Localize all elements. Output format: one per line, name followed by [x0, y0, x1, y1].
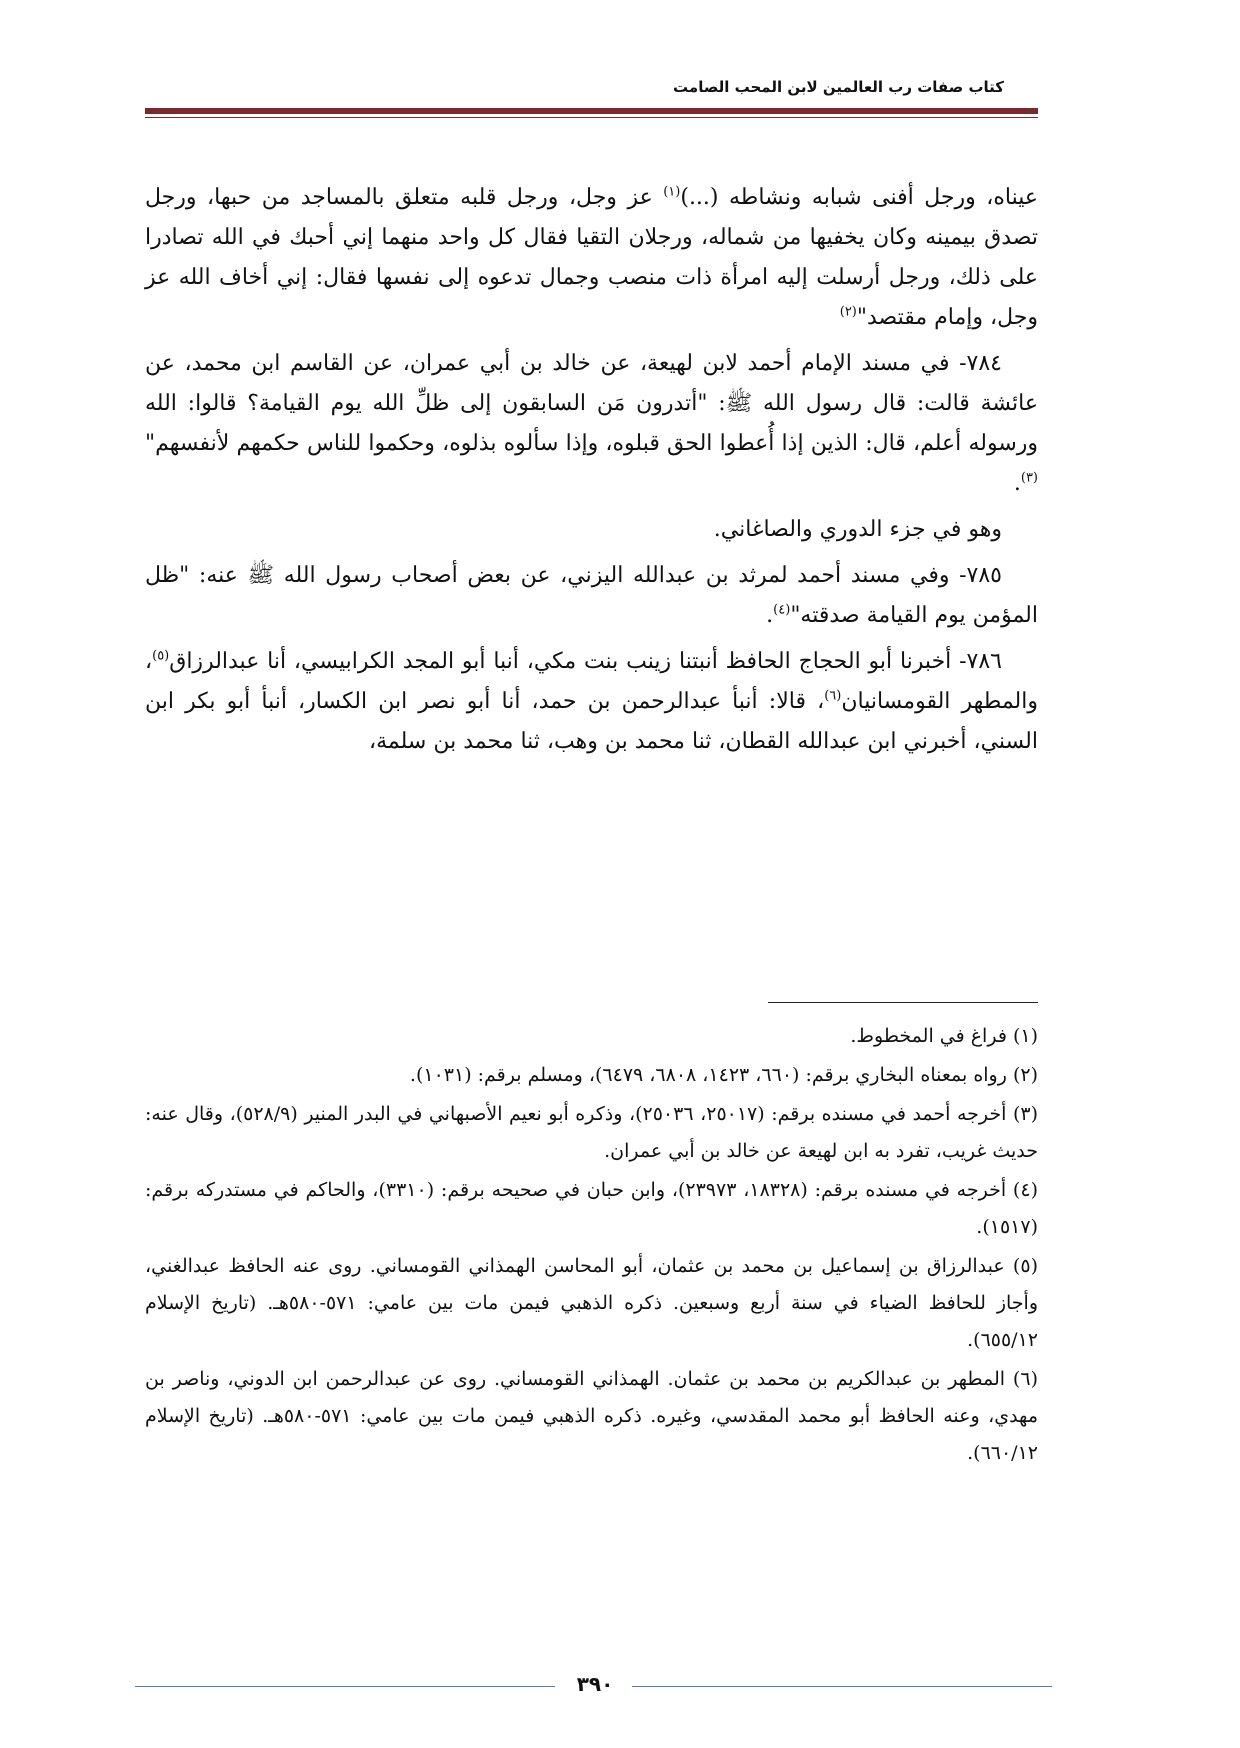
paragraph-note: وهو في جزء الدوري والصاغاني.	[713, 517, 1002, 542]
main-text	[145, 178, 1038, 768]
header-rule-thin	[145, 117, 1038, 118]
footnote-ref: (٦)	[824, 688, 842, 704]
footnote-ref: (٢)	[839, 304, 857, 320]
footnote-ref: (٤)	[773, 602, 791, 618]
footnote: (٢) رواه بمعناه البخاري برقم: (٦٦٠، ١٤٢٣، ٦٨٠٨، ٦٤٧٩)، ومسلم برقم: (١٠٣١).	[409, 1064, 1038, 1086]
running-header-title: كتاب صفات رب العالمين لابن المحب الصامت	[673, 78, 1004, 96]
footer-rule-left	[135, 1686, 555, 1687]
footer-rule-right	[632, 1686, 1052, 1687]
footnote: (٣) أخرجه أحمد في مسنده برقم: (٢٥٠١٧، ٢٥٠٣٦)، وذكره أبو نعيم الأصبهاني في البدر المنير (٥٢٨/٩)، وقال عنه: حديث غريب، تفرد به ابن لهيعة عن خالد بن أبي عمران.	[145, 1103, 1039, 1162]
footnote: (١) فراغ في المخطوط.	[850, 1025, 1038, 1047]
header-rule-thick	[145, 108, 1038, 114]
paragraph-785: ٧٨٥- وفي مسند أحمد لمرثد بن عبدالله اليزني، عن بعض أصحاب رسول الله ﷺ عنه: "ظل المؤمن يوم القيامة صدقته"$^{(٤)}$.	[145, 563, 1038, 628]
paragraph-784: ٧٨٤- في مسند الإمام أحمد لابن لهيعة، عن خالد بن أبي عمران، عن القاسم ابن محمد، عن عائشة قالت: قال رسول الله ﷺ: "أتدرون مَن السابقون إلى ظلِّ الله يوم القيامة؟ قالوا: الله ورسوله أعلم، قال: الذين إذا أُعطوا الحق قبلوه، وإذا سألوه بذلوه، وحكموا للناس حكمهم لأنفسهم"$^{(٣)}$.	[145, 351, 1038, 496]
footnote: (٦) المطهر بن عبدالكريم بن محمد بن عثمان. الهمذاني القومساني. روى عن عبدالرحمن ابن الدوني، وناصر بن مهدي، وعنه الحافظ أبو محمد المقدسي، وغيره. ذكره الذهبي فيمن مات بين عامي: ٥٧١-٥٨٠هـ. (تاريخ الإسلام ٦٦٠/١٢).	[145, 1368, 1038, 1464]
page-number: ٣٩٠	[576, 1672, 614, 1696]
paragraph-786: ٧٨٦- أخبرنا أبو الحجاج الحافظ أنبتنا زينب بنت مكي، أنبا أبو المجد الكرابيسي، أنا عبدالرزاق$^{(٥)}$، والمطهر القومسانيان$^{(٦)}$، قالا: أنبأ عبدالرحمن بن حمد، أنا أبو نصر ابن الكسار، أنبأ أبو بكر ابن السني، أخبرني ابن عبدالله القطان، ثنا محمد بن وهب، ثنا محمد بن سلمة،	[145, 648, 1038, 754]
footnote-ref: (٣)	[1020, 470, 1038, 486]
footnote-ref: (١)	[663, 184, 681, 200]
footnote-separator	[768, 1002, 1038, 1003]
footnotes	[145, 1018, 1038, 1474]
footnote: (٤) أخرجه في مسنده برقم: (١٨٣٢٨، ٢٣٩٧٣)، وابن حبان في صحيحه برقم: (٣٣١٠)، والحاكم في مستدركه برقم: (١٥١٧).	[145, 1179, 1038, 1238]
footnote: (٥) عبدالرزاق بن إسماعيل بن محمد بن عثمان، أبو المحاسن الهمذاني القومساني. روى عنه الحافظ عبدالغني، وأجاز للحافظ الضياء في سنة أربع وسبعين. ذكره الذهبي فيمن مات بين عامي: ٥٧١-٥٨٠هـ. (تاريخ الإسلام ٦٥٥/١٢).	[145, 1255, 1038, 1351]
paragraph-continuation: عيناه، ورجل أفنى شبابه ونشاطه (...)$^{(١)}$ عز وجل، ورجل قلبه متعلق بالمساجد من حبها، ورجل تصدق بيمينه وكان يخفيها من شماله، ورجلان التقيا فقال كل واحد منهما إني أحبك في الله تصادرا على ذلك، ورجل أرسلت إليه امرأة ذات منصب وجمال تدعوه إلى نفسها فقال: إني أخاف الله عز وجل، وإمام مقتصد"$^{(٢)}$	[145, 184, 1038, 330]
footnote-ref: (٥)	[152, 648, 170, 664]
